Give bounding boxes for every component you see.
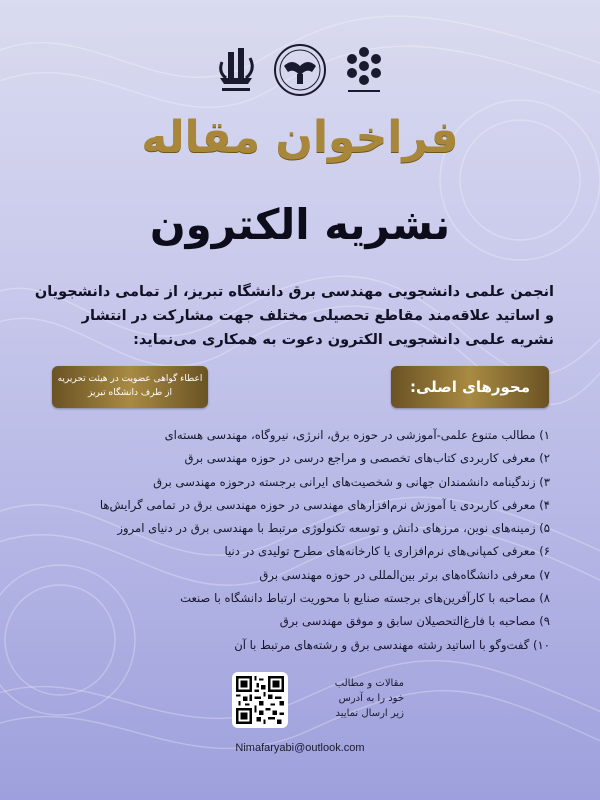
qr-code-icon	[236, 676, 284, 724]
submission-line1: مقالات و مطالب	[334, 678, 404, 689]
topic-item: ۳) زندگینامه دانشمندان جهانی و شخصیت‌های ایرانی برجسته درحوزه مهندسی برق	[153, 474, 550, 489]
tabriz-university-logo-icon	[208, 42, 264, 98]
flower-star-logo-icon	[336, 42, 392, 98]
contact-email[interactable]: Nimafaryabi@outlook.com	[235, 742, 365, 754]
topic-item: ۸) مصاحبه با کارآفرین‌های برجسته صنایع با محوریت ارتباط دانشگاه با صنعت	[180, 591, 550, 606]
topic-item: ۱) مطالب متنوع علمی-آموزشی در حوزه برق، انرژی، نیروگاه، مهندسی هسته‌ای	[164, 428, 550, 442]
topic-item: ۹) مصاحبه با فارغ‌التحصیلان سابق و موفق مهندسی برق	[279, 614, 550, 629]
topic-item: ۱۰) گفت‌وگو با اساتید رشته مهندسی برق و رشته‌های مرتبط با آن	[234, 637, 550, 652]
topic-item: ۴) معرفی کاربردی یا آموزش نرم‌افزارهای مهندسی در حوزه مهندسی برق در تمامی گرایش‌ها	[99, 497, 550, 512]
certificate-badge-line1: اعطاء گواهی عضویت در هیئت تحریریه	[57, 374, 203, 384]
submission-line2: خود را به آدرس	[338, 693, 404, 704]
submission-instructions	[294, 676, 404, 721]
journal-name-title: نشریه الکترون	[149, 200, 451, 249]
topic-item: ۲) معرفی کاربردی کتاب‌های تخصصی و مراجع درسی در حوزه مهندسی برق	[184, 451, 550, 466]
eagle-emblem-logo-icon	[272, 42, 328, 98]
topic-item: ۷) معرفی دانشگاه‌های برتر بین‌المللی در حوزه مهندسی برق	[259, 567, 550, 582]
main-topics-header: محورهای اصلی:	[391, 366, 549, 408]
topic-item: ۶) معرفی کمپانی‌های نرم‌افزاری یا کارخانه‌های مطرح تولیدی در دنیا	[224, 544, 550, 559]
submission-info	[0, 672, 600, 732]
submission-line3: زیر ارسال نمایید	[335, 708, 404, 719]
logo-row	[0, 42, 600, 102]
certificate-badge-line2: از طرف دانشگاه تبریز	[87, 388, 172, 398]
call-for-papers-title: فراخوان مقاله	[141, 112, 459, 163]
topic-item: ۵) زمینه‌های نوین، مرزهای دانش و توسعه تکنولوژی مرتبط با مهندسی برق در دنیای امروز	[117, 521, 550, 536]
topic-list	[40, 424, 550, 657]
certificate-badge	[52, 366, 208, 408]
intro-paragraph: انجمن علمی دانشجویی مهندسی برق دانشگاه تبریز، از تمامی دانشجویان و اساتید علاقه‌مند مقاطع تحصیلی مختلف جهت مشارکت در انتشار نشریه علمی دانشجویی الکترون دعوت به همکاری می‌نماید:	[34, 284, 554, 348]
qr-code[interactable]	[232, 672, 288, 728]
